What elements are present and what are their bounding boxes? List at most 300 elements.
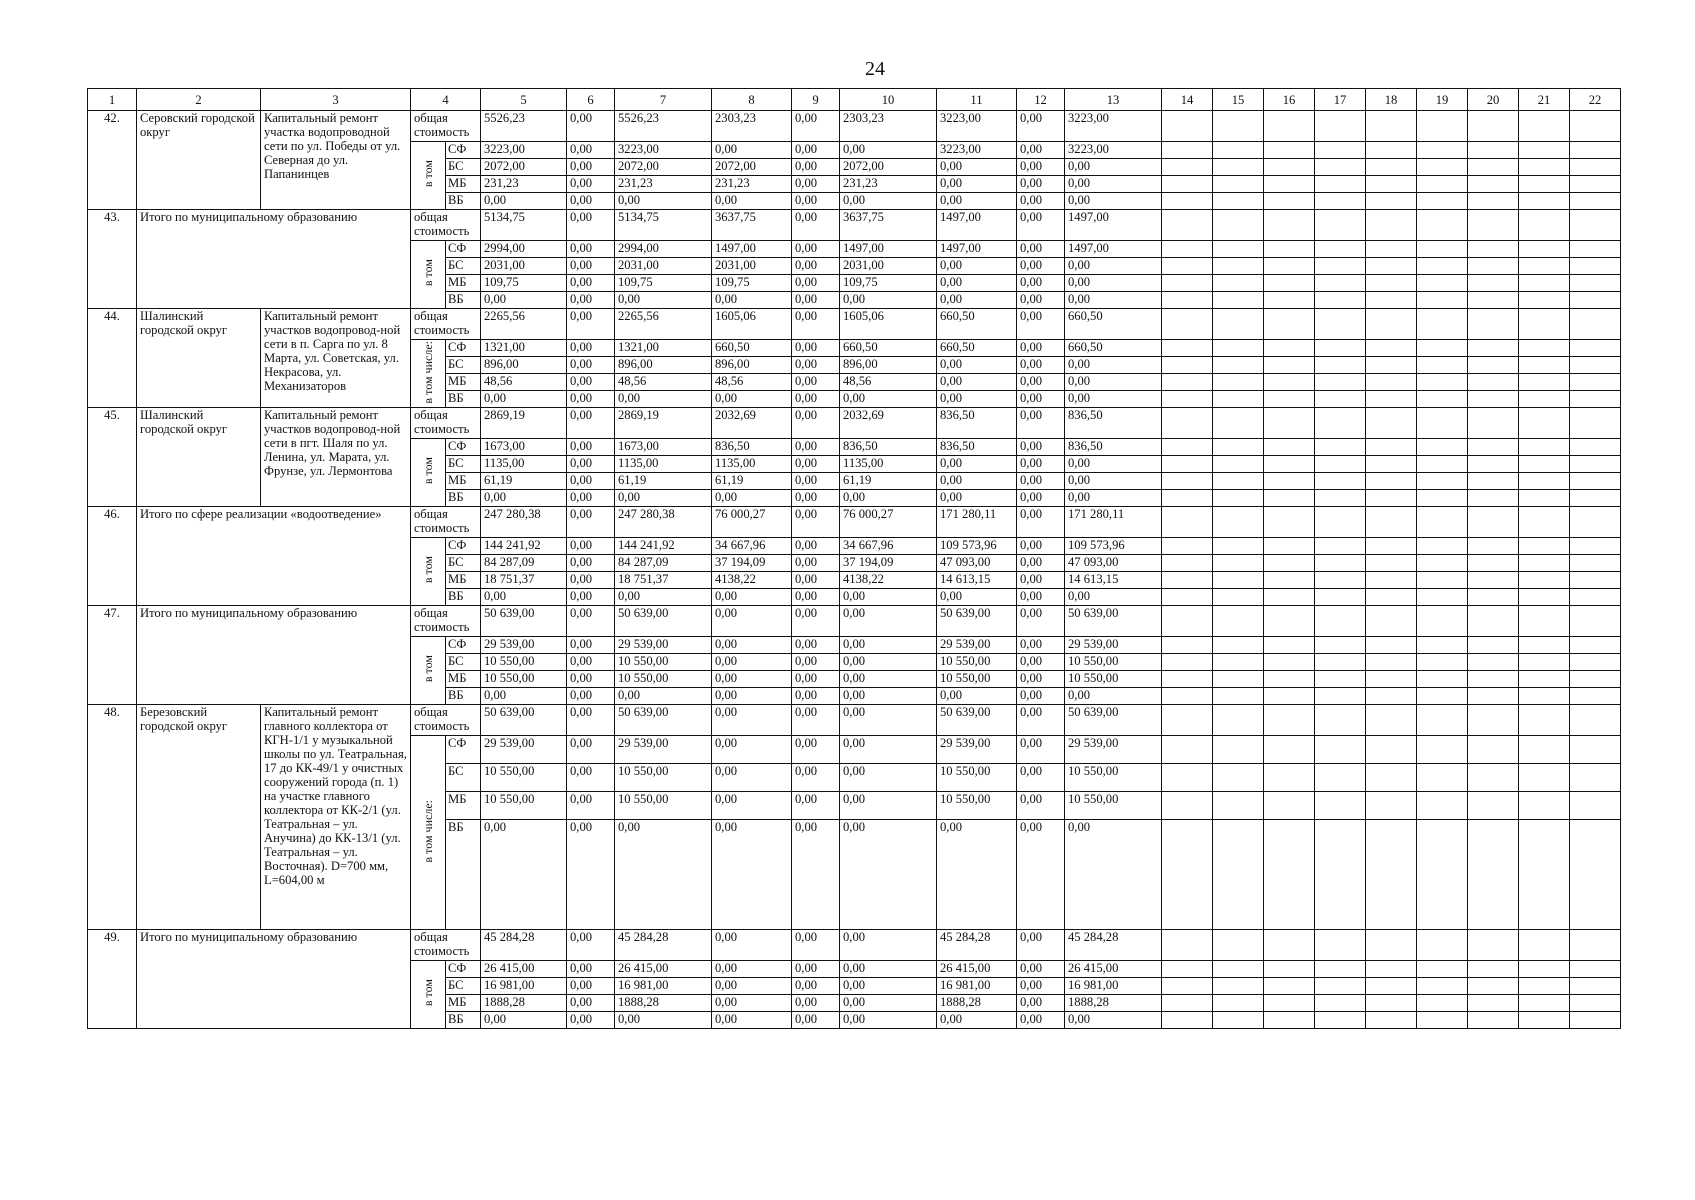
budget-table [87, 88, 1621, 1029]
value-cell: 0,00 [712, 490, 792, 507]
value-cell: 0,00 [567, 1012, 615, 1029]
empty-cell [1417, 792, 1468, 820]
empty-cell [1213, 606, 1264, 637]
empty-cell [1315, 456, 1366, 473]
column-header: 9 [792, 89, 840, 111]
value-cell: 0,00 [481, 1012, 567, 1029]
total-cost-label-b: стоимость [414, 719, 470, 733]
empty-cell [1417, 439, 1468, 456]
empty-cell [1366, 275, 1417, 292]
empty-cell [1417, 142, 1468, 159]
empty-cell [1570, 391, 1621, 408]
funding-source: ВБ [446, 688, 481, 705]
value-cell: 29 539,00 [481, 736, 567, 764]
value-cell: 109 573,96 [937, 538, 1017, 555]
value-cell: 0,00 [712, 978, 792, 995]
empty-cell [1264, 978, 1315, 995]
empty-cell [1366, 995, 1417, 1012]
empty-cell [1315, 292, 1366, 309]
value-cell: 0,00 [792, 671, 840, 688]
empty-cell [1315, 111, 1366, 142]
table-row [88, 111, 1621, 142]
value-cell: 5526,23 [615, 111, 712, 142]
empty-cell [1417, 538, 1468, 555]
value-cell: 0,00 [792, 606, 840, 637]
value-cell: 0,00 [1017, 241, 1065, 258]
value-cell: 2994,00 [615, 241, 712, 258]
empty-cell [1519, 292, 1570, 309]
funding-source: БС [446, 555, 481, 572]
value-cell: 0,00 [712, 142, 792, 159]
value-cell: 37 194,09 [840, 555, 937, 572]
value-cell: 0,00 [1017, 507, 1065, 538]
empty-cell [1264, 473, 1315, 490]
empty-cell [1417, 275, 1468, 292]
total-cost-label-b: стоимость [414, 422, 470, 436]
empty-cell [1315, 275, 1366, 292]
value-cell: 660,50 [1065, 340, 1162, 357]
empty-cell [1570, 736, 1621, 764]
empty-cell [1264, 456, 1315, 473]
value-cell: 0,00 [1017, 159, 1065, 176]
value-cell: 0,00 [792, 1012, 840, 1029]
empty-cell [1519, 507, 1570, 538]
total-cost-label-a: общая [414, 930, 448, 944]
value-cell: 1497,00 [1065, 210, 1162, 241]
value-cell: 3637,75 [840, 210, 937, 241]
table-row [88, 930, 1621, 961]
empty-cell [1315, 241, 1366, 258]
incl-label [411, 961, 446, 1029]
empty-cell [1213, 159, 1264, 176]
empty-cell [1213, 1012, 1264, 1029]
empty-cell [1519, 654, 1570, 671]
value-cell: 896,00 [840, 357, 937, 374]
empty-cell [1315, 637, 1366, 654]
empty-cell [1468, 340, 1519, 357]
total-cost-label-a: общая [414, 507, 448, 521]
value-cell: 2032,69 [712, 408, 792, 439]
value-cell: 109,75 [615, 275, 712, 292]
value-cell: 0,00 [567, 309, 615, 340]
value-cell: 1605,06 [712, 309, 792, 340]
empty-cell [1417, 820, 1468, 930]
empty-cell [1570, 357, 1621, 374]
value-cell: 0,00 [1065, 456, 1162, 473]
empty-cell [1162, 408, 1213, 439]
value-cell: 0,00 [937, 374, 1017, 391]
column-header: 12 [1017, 89, 1065, 111]
value-cell: 0,00 [792, 555, 840, 572]
value-cell: 660,50 [937, 340, 1017, 357]
value-cell: 0,00 [840, 1012, 937, 1029]
value-cell: 0,00 [1065, 1012, 1162, 1029]
empty-cell [1570, 764, 1621, 792]
incl-label-text: в том [420, 655, 435, 683]
empty-cell [1162, 142, 1213, 159]
empty-cell [1468, 705, 1519, 736]
empty-cell [1213, 439, 1264, 456]
row-number: 43. [88, 210, 137, 309]
empty-cell [1315, 764, 1366, 792]
value-cell: 0,00 [937, 258, 1017, 275]
value-cell: 0,00 [792, 978, 840, 995]
empty-cell [1264, 439, 1315, 456]
value-cell: 0,00 [712, 792, 792, 820]
empty-cell [1264, 292, 1315, 309]
empty-cell [1468, 241, 1519, 258]
empty-cell [1468, 309, 1519, 340]
value-cell: 0,00 [712, 589, 792, 606]
empty-cell [1264, 374, 1315, 391]
value-cell: 896,00 [615, 357, 712, 374]
empty-cell [1162, 309, 1213, 340]
empty-cell [1519, 275, 1570, 292]
value-cell: 3223,00 [1065, 142, 1162, 159]
empty-cell [1264, 961, 1315, 978]
value-cell: 0,00 [712, 292, 792, 309]
value-cell: 0,00 [840, 589, 937, 606]
value-cell: 50 639,00 [615, 606, 712, 637]
empty-cell [1519, 688, 1570, 705]
value-cell: 0,00 [937, 357, 1017, 374]
value-cell: 50 639,00 [937, 705, 1017, 736]
value-cell: 26 415,00 [1065, 961, 1162, 978]
empty-cell [1519, 142, 1570, 159]
empty-cell [1417, 193, 1468, 210]
empty-cell [1315, 671, 1366, 688]
empty-cell [1162, 538, 1213, 555]
empty-cell [1162, 736, 1213, 764]
empty-cell [1468, 111, 1519, 142]
value-cell: 0,00 [792, 792, 840, 820]
value-cell: 0,00 [615, 391, 712, 408]
empty-cell [1162, 671, 1213, 688]
value-cell: 0,00 [615, 490, 712, 507]
value-cell: 45 284,28 [1065, 930, 1162, 961]
value-cell: 0,00 [840, 193, 937, 210]
empty-cell [1519, 736, 1570, 764]
value-cell: 0,00 [937, 589, 1017, 606]
table-row [88, 408, 1621, 439]
empty-cell [1366, 176, 1417, 193]
empty-cell [1570, 538, 1621, 555]
empty-cell [1315, 176, 1366, 193]
empty-cell [1264, 159, 1315, 176]
empty-cell [1366, 193, 1417, 210]
empty-cell [1162, 176, 1213, 193]
value-cell: 0,00 [567, 408, 615, 439]
value-cell: 0,00 [481, 820, 567, 930]
empty-cell [1366, 473, 1417, 490]
value-cell: 1135,00 [481, 456, 567, 473]
funding-source: ВБ [446, 391, 481, 408]
empty-cell [1315, 357, 1366, 374]
value-cell: 1497,00 [937, 210, 1017, 241]
empty-cell [1366, 241, 1417, 258]
value-cell: 0,00 [1065, 258, 1162, 275]
empty-cell [1468, 142, 1519, 159]
empty-cell [1162, 292, 1213, 309]
empty-cell [1570, 473, 1621, 490]
empty-cell [1366, 978, 1417, 995]
value-cell: 0,00 [567, 473, 615, 490]
value-cell: 2265,56 [481, 309, 567, 340]
value-cell: 0,00 [792, 538, 840, 555]
empty-cell [1417, 688, 1468, 705]
value-cell: 896,00 [712, 357, 792, 374]
value-cell: 2031,00 [615, 258, 712, 275]
empty-cell [1570, 258, 1621, 275]
empty-cell [1366, 374, 1417, 391]
value-cell: 0,00 [567, 456, 615, 473]
empty-cell [1162, 374, 1213, 391]
table-row [88, 606, 1621, 637]
incl-label [411, 736, 446, 930]
value-cell: 0,00 [792, 391, 840, 408]
empty-cell [1315, 408, 1366, 439]
value-cell: 0,00 [1017, 820, 1065, 930]
empty-cell [1366, 606, 1417, 637]
empty-cell [1366, 309, 1417, 340]
value-cell: 0,00 [937, 391, 1017, 408]
value-cell: 0,00 [1017, 792, 1065, 820]
empty-cell [1519, 159, 1570, 176]
empty-cell [1366, 654, 1417, 671]
empty-cell [1417, 210, 1468, 241]
value-cell: 34 667,96 [840, 538, 937, 555]
total-cost-label-b: стоимость [414, 944, 470, 958]
value-cell: 0,00 [840, 654, 937, 671]
page-number: 24 [865, 58, 885, 80]
empty-cell [1417, 736, 1468, 764]
funding-source: МБ [446, 176, 481, 193]
empty-cell [1315, 159, 1366, 176]
empty-cell [1315, 142, 1366, 159]
value-cell: 0,00 [937, 159, 1017, 176]
incl-label [411, 142, 446, 210]
value-cell: 1888,28 [615, 995, 712, 1012]
value-cell: 0,00 [792, 292, 840, 309]
value-cell: 0,00 [840, 930, 937, 961]
funding-source: БС [446, 357, 481, 374]
column-header: 5 [481, 89, 567, 111]
value-cell: 34 667,96 [712, 538, 792, 555]
empty-cell [1468, 357, 1519, 374]
empty-cell [1264, 275, 1315, 292]
value-cell: 50 639,00 [1065, 705, 1162, 736]
value-cell: 0,00 [792, 374, 840, 391]
empty-cell [1315, 961, 1366, 978]
empty-cell [1519, 340, 1570, 357]
empty-cell [1417, 572, 1468, 589]
column-header: 7 [615, 89, 712, 111]
empty-cell [1366, 764, 1417, 792]
funding-source: СФ [446, 142, 481, 159]
empty-cell [1570, 340, 1621, 357]
empty-cell [1213, 705, 1264, 736]
value-cell: 231,23 [840, 176, 937, 193]
funding-source: МБ [446, 473, 481, 490]
value-cell: 836,50 [937, 439, 1017, 456]
value-cell: 0,00 [567, 637, 615, 654]
value-cell: 3223,00 [1065, 111, 1162, 142]
value-cell: 0,00 [840, 671, 937, 688]
value-cell: 0,00 [840, 705, 937, 736]
value-cell: 29 539,00 [615, 637, 712, 654]
empty-cell [1264, 258, 1315, 275]
value-cell: 0,00 [840, 995, 937, 1012]
incl-label-text: в том [420, 556, 435, 584]
empty-cell [1315, 930, 1366, 961]
value-cell: 0,00 [792, 439, 840, 456]
funding-source: ВБ [446, 490, 481, 507]
funding-source: СФ [446, 637, 481, 654]
value-cell: 2869,19 [615, 408, 712, 439]
value-cell: 29 539,00 [937, 637, 1017, 654]
empty-cell [1213, 589, 1264, 606]
empty-cell [1366, 292, 1417, 309]
value-cell: 0,00 [712, 995, 792, 1012]
municipality-cell: Березовский городской округ [137, 705, 261, 930]
empty-cell [1417, 764, 1468, 792]
value-cell: 0,00 [1017, 1012, 1065, 1029]
value-cell: 0,00 [1017, 357, 1065, 374]
value-cell: 0,00 [481, 688, 567, 705]
empty-cell [1468, 637, 1519, 654]
value-cell: 0,00 [1065, 820, 1162, 930]
empty-cell [1213, 456, 1264, 473]
value-cell: 0,00 [937, 292, 1017, 309]
empty-cell [1315, 538, 1366, 555]
description-cell: Капитальный ремонт участка водопроводной сети по ул. Победы от ул. Северная до ул. Папанинцев [261, 111, 411, 210]
empty-cell [1366, 507, 1417, 538]
value-cell: 0,00 [567, 671, 615, 688]
empty-cell [1468, 490, 1519, 507]
empty-cell [1213, 391, 1264, 408]
empty-cell [1519, 637, 1570, 654]
description-cell: Капитальный ремонт участков водопровод-ной сети в п. Сарга по ул. 8 Марта, ул. Советская, ул. Некрасова, ул. Механизаторов [261, 309, 411, 408]
value-cell: 45 284,28 [615, 930, 712, 961]
value-cell: 0,00 [792, 456, 840, 473]
header-row [88, 89, 1621, 111]
row-number: 45. [88, 408, 137, 507]
empty-cell [1417, 654, 1468, 671]
empty-cell [1213, 507, 1264, 538]
empty-cell [1162, 210, 1213, 241]
value-cell: 0,00 [567, 193, 615, 210]
value-cell: 0,00 [712, 705, 792, 736]
empty-cell [1366, 340, 1417, 357]
value-cell: 0,00 [937, 688, 1017, 705]
value-cell: 50 639,00 [937, 606, 1017, 637]
empty-cell [1366, 671, 1417, 688]
value-cell: 0,00 [792, 820, 840, 930]
empty-cell [1315, 1012, 1366, 1029]
empty-cell [1519, 671, 1570, 688]
value-cell: 0,00 [1017, 637, 1065, 654]
value-cell: 0,00 [792, 408, 840, 439]
municipality-cell: Шалинский городской округ [137, 309, 261, 408]
funding-source: БС [446, 258, 481, 275]
empty-cell [1519, 555, 1570, 572]
funding-source: ВБ [446, 1012, 481, 1029]
value-cell: 0,00 [615, 193, 712, 210]
value-cell: 0,00 [792, 275, 840, 292]
value-cell: 0,00 [792, 507, 840, 538]
empty-cell [1519, 589, 1570, 606]
empty-cell [1213, 309, 1264, 340]
value-cell: 29 539,00 [615, 736, 712, 764]
value-cell: 109,75 [712, 275, 792, 292]
empty-cell [1213, 555, 1264, 572]
value-cell: 0,00 [937, 193, 1017, 210]
value-cell: 16 981,00 [937, 978, 1017, 995]
value-cell: 0,00 [1017, 374, 1065, 391]
empty-cell [1468, 736, 1519, 764]
empty-cell [1570, 572, 1621, 589]
empty-cell [1315, 258, 1366, 275]
value-cell: 0,00 [712, 671, 792, 688]
funding-source: СФ [446, 538, 481, 555]
empty-cell [1519, 961, 1570, 978]
empty-cell [1570, 159, 1621, 176]
description-cell: Капитальный ремонт главного коллектора от КГН-1/1 у музыкальной школы по ул. Театральная, 17 до КК-49/1 у очистных сооружений города (п. 1) на участке главного коллектора от КК-2/1 (ул. Театральная – ул. Анучина) до КК-13/1 (ул. Театральная – ул. Восточная). D=700 мм, L=604,00 м [261, 705, 411, 930]
value-cell: 0,00 [792, 637, 840, 654]
value-cell: 0,00 [1017, 473, 1065, 490]
empty-cell [1417, 1012, 1468, 1029]
value-cell: 2031,00 [840, 258, 937, 275]
empty-cell [1264, 606, 1315, 637]
value-cell: 0,00 [567, 538, 615, 555]
empty-cell [1417, 391, 1468, 408]
value-cell: 0,00 [1065, 688, 1162, 705]
value-cell: 0,00 [792, 736, 840, 764]
value-cell: 47 093,00 [1065, 555, 1162, 572]
total-cost-label-a: общая [414, 210, 448, 224]
empty-cell [1366, 820, 1417, 930]
value-cell: 0,00 [1017, 193, 1065, 210]
value-cell: 0,00 [615, 820, 712, 930]
table-row [88, 309, 1621, 340]
empty-cell [1519, 995, 1570, 1012]
total-cost-label [411, 309, 481, 340]
incl-label [411, 637, 446, 705]
empty-cell [1417, 490, 1468, 507]
total-cost-label-b: стоимость [414, 521, 470, 535]
row-number: 42. [88, 111, 137, 210]
row-number: 48. [88, 705, 137, 930]
empty-cell [1570, 456, 1621, 473]
value-cell: 0,00 [840, 792, 937, 820]
value-cell: 10 550,00 [1065, 671, 1162, 688]
value-cell: 0,00 [567, 111, 615, 142]
empty-cell [1417, 507, 1468, 538]
value-cell: 171 280,11 [1065, 507, 1162, 538]
value-cell: 0,00 [481, 490, 567, 507]
empty-cell [1468, 555, 1519, 572]
empty-cell [1519, 978, 1570, 995]
empty-cell [1468, 159, 1519, 176]
empty-cell [1417, 555, 1468, 572]
value-cell: 10 550,00 [1065, 792, 1162, 820]
value-cell: 0,00 [840, 606, 937, 637]
empty-cell [1468, 820, 1519, 930]
value-cell: 10 550,00 [937, 654, 1017, 671]
empty-cell [1264, 792, 1315, 820]
funding-source: МБ [446, 995, 481, 1012]
value-cell: 109,75 [481, 275, 567, 292]
